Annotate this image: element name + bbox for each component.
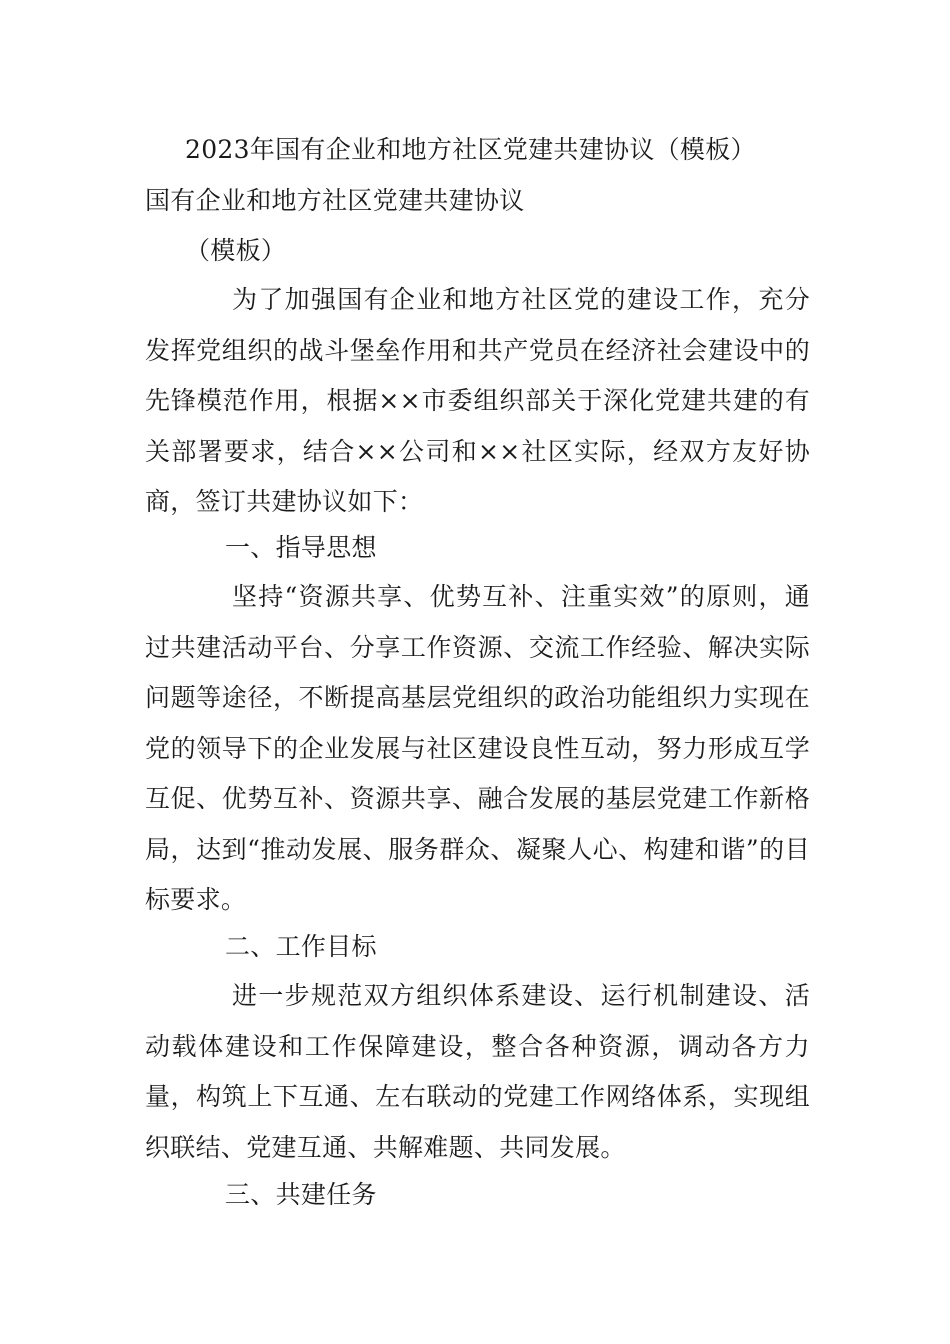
template-label: （模板）: [185, 236, 287, 265]
section-body-work-goals: 进一步规范双方组织体系建设、运行机制建设、活动载体建设和工作保障建设，整合各种资源，调动各方力量，构筑上下互通、左右联动的党建工作网络体系，实现组织联结、党建互通、共解难题、共同发展。: [145, 981, 810, 1162]
section-heading-work-goals: 二、工作目标: [225, 932, 377, 961]
section-heading-guiding-ideology: 一、指导思想: [225, 533, 377, 562]
section-body-guiding-ideology: 坚持“资源共享、优势互补、注重实效”的原则，通过共建活动平台、分享工作资源、交流工作经验、解决实际问题等途径，不断提高基层党组织的政治功能组织力实现在党的领导下的企业发展与社区建设良性互动，努力形成互学互促、优势互补、资源共享、融合发展的基层党建工作新格局，达到“推动发展、服务群众、凝聚人心、构建和谐”的目标要求。: [145, 582, 810, 914]
section-heading-joint-tasks: 三、共建任务: [225, 1180, 377, 1209]
document-subtitle: 国有企业和地方社区党建共建协议: [145, 186, 525, 215]
document-title: 2023年国有企业和地方社区党建共建协议（模板）: [185, 135, 756, 164]
intro-paragraph: 为了加强国有企业和地方社区党的建设工作，充分发挥党组织的战斗堡垒作用和共产党员在经济社会建设中的先锋模范作用，根据××市委组织部关于深化党建共建的有关部署要求，结合××公司和××社区实际，经双方友好协商，签订共建协议如下：: [145, 285, 810, 516]
